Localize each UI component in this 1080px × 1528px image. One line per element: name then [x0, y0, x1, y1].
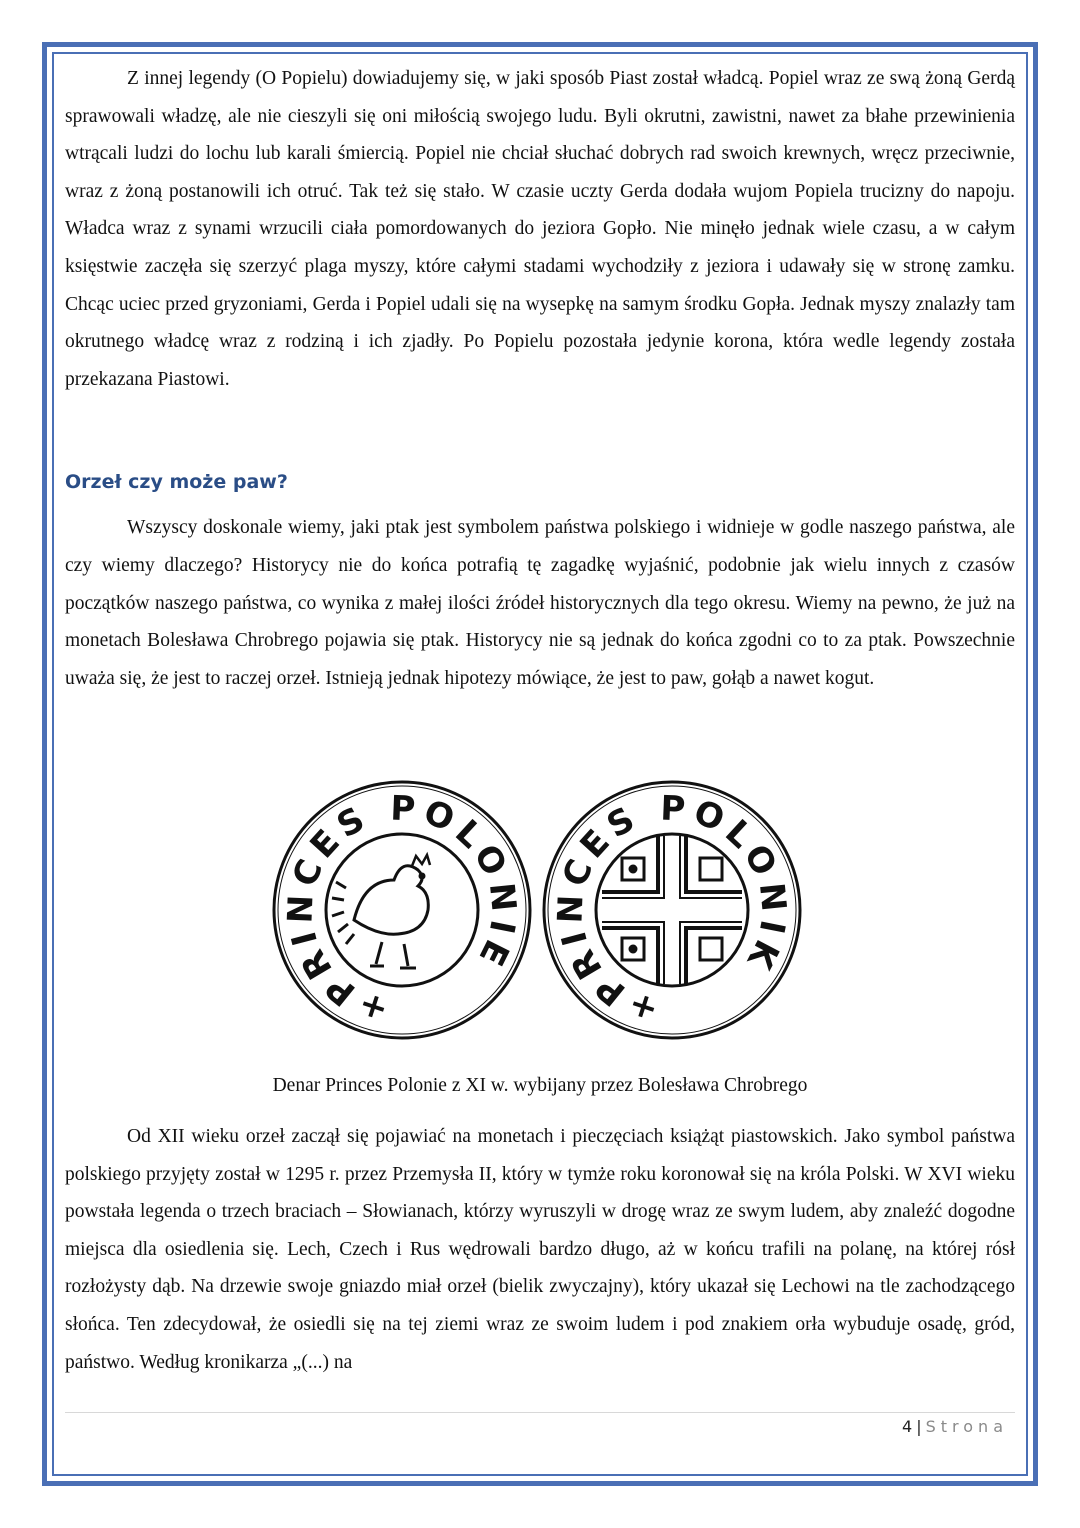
- section-heading: Orzeł czy może paw?: [65, 471, 288, 494]
- paragraph-eagle-symbol: Od XII wieku orzeł zaczął się pojawiać na monetach i pieczęciach książąt piastowskich. Jako symbol państwa polskiego przyjęty został w 1295 r. przez Przemysła II, który w tymże roku koronował się na króla Polski. W XVI wieku powstała legenda o trzech braciach – Słowianach, którzy wyruszyli w drogę wraz ze swym ludem, aby znaleźć dogodne miejsca dla osiedlenia się. Lech, Czech i Rus wędrowali bardzo długo, aż w końcu trafili na polanę, na której rósł rozłożysty dąb. Na drzewie swoje gniazdo miał orzeł (bielik zwyczajny), który ukazał się Lechowi na tle zachodzącego słońca. Ten zdecydował, że osiedli się na tej ziemi wraz ze swoim ludem i pod znakiem orła wybuduje osadę, gród, państwo. Według kronikarza „(...) na: [65, 1126, 1015, 1373]
- page-number: 4: [902, 1417, 913, 1436]
- coin-obverse: [274, 782, 530, 1038]
- page-word: Strona: [925, 1417, 1008, 1436]
- footer-separator: |: [916, 1417, 922, 1436]
- page-footer: [902, 1417, 1008, 1436]
- svg-text:+PRINCES POLONIE: [280, 788, 524, 1030]
- document-body-continued: [65, 1118, 1015, 1381]
- coin-reverse: [544, 782, 800, 1038]
- document-body: [65, 60, 1015, 697]
- coin-illustration: [262, 770, 822, 1050]
- svg-text:+PRINCES POLONIK: [550, 788, 794, 1030]
- footer-divider: [65, 1412, 1015, 1413]
- paragraph-popiel-legend: Z innej legendy (O Popielu) dowiadujemy się, w jaki sposób Piast został władcą. Popiel wraz ze swą żoną Gerdą sprawowali władzę, ale nie cieszyli się oni miłością swojego ludu. Byli okrutni, zawistni, nawet za błahe przewinienia wtrącali ludzi do lochu lub karali śmiercią. Popiel nie chciał słuchać dobrych rad swoich krewnych, wręcz przeciwnie, wraz z żoną postanowili ich otruć. Tak też się stało. W czasie uczty Gerda dodała wujom Popiela trucizny do napoju. Władca wraz z synami wrzucili ciała pomordowanych do jeziora Gopło. Nie minęło jednak wiele czasu, a w całym księstwie zaczęła się szerzyć plaga myszy, które całymi stadami wychodziły z jeziora i udawały się w stronę zamku. Chcąc uciec przed gryzoniami, Gerda i Popiel udali się na wysepkę na samym środku Gopła. Jednak myszy znalazły tam okrutnego władcę wraz z rodziną i ich zjadły. Po Popielu pozostała jedynie korona, która wedle legendy została przekazana Piastowi.: [65, 68, 1015, 390]
- paragraph-bird-symbol: Wszyscy doskonale wiemy, jaki ptak jest symbolem państwa polskiego i widnieje w godle naszego państwa, ale czy wiemy dlaczego? Historycy nie do końca potrafią tę zagadkę wyjaśnić, podobnie jak wielu innych z czasów początków naszego państwa, co wynika z małej ilości źródeł historycznych dla tego okresu. Wiemy na pewno, że już na monetach Bolesława Chrobrego pojawia się ptak. Historycy nie są jednak do końca zgodni co to za ptak. Powszechnie uważa się, że jest to raczej orzeł. Istnieją jednak hipotezy mówiące, że jest to paw, gołąb a nawet kogut.: [65, 517, 1015, 689]
- figure-caption: Denar Princes Polonie z XI w. wybijany przez Bolesława Chrobrego: [272, 1075, 808, 1096]
- coin-obverse-legend: +PRINCES POLONIE: [280, 788, 525, 1031]
- coin-reverse-legend: +PRINCES POLONIK: [550, 788, 795, 1031]
